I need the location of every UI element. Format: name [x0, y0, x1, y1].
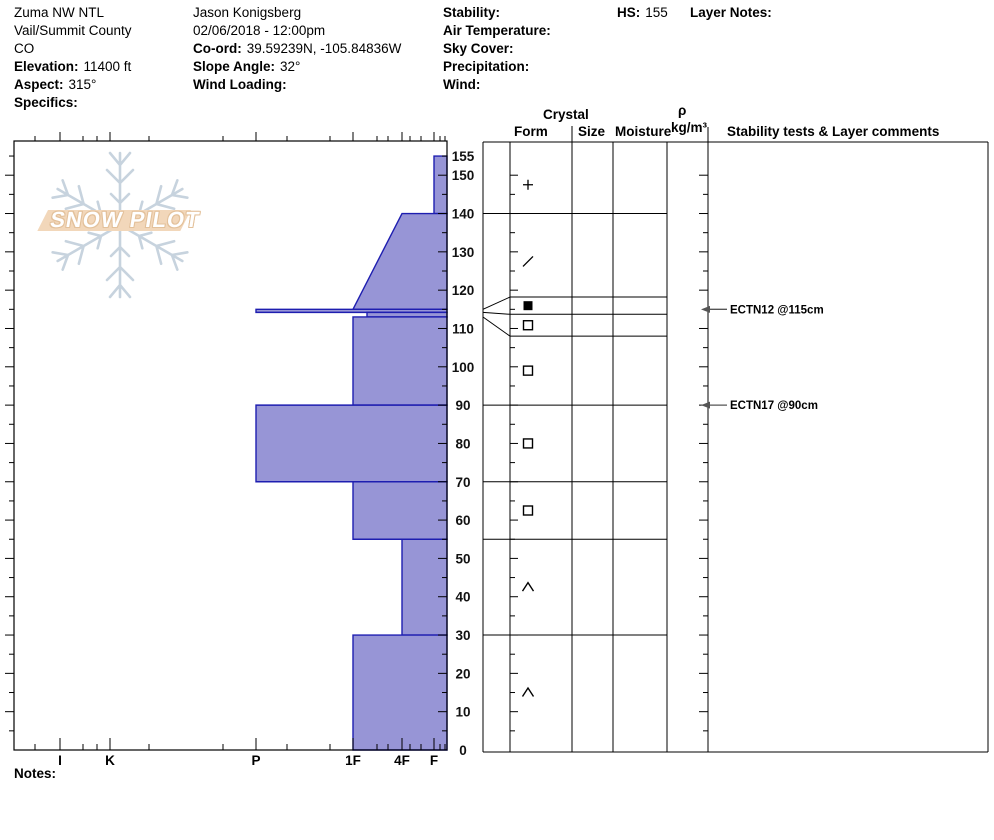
depth-tick-label: 120 [451, 283, 475, 299]
wind-loading-row [193, 76, 401, 94]
aspect-row [14, 76, 132, 94]
wind-value [480, 77, 485, 92]
column-header-density-rho: ρ [678, 103, 687, 118]
hardness-axis-label: K [105, 753, 115, 768]
coord-value: 39.59239N, -105.84836W [246, 41, 402, 56]
watermark-text: SNOW PILOT [48, 207, 202, 232]
depth-tick-label: 10 [455, 704, 471, 720]
wind-row [443, 76, 556, 94]
observer-name: Jason Konigsberg [193, 5, 302, 20]
grain-form-depth-hoar-caret-icon [523, 583, 534, 592]
hardness-axis-label: F [429, 753, 439, 768]
snow-layer-bar [402, 539, 447, 635]
depth-tick-label: 40 [455, 589, 471, 605]
hardness-axis-label: I [58, 753, 62, 768]
specifics-label: Specifics: [14, 95, 78, 110]
grain-form-facet-square-icon [524, 506, 533, 515]
depth-tick-label: 150 [451, 168, 475, 184]
wind-loading-label: Wind Loading: [193, 77, 287, 92]
sky-cover-value [514, 41, 519, 56]
depth-tick-label: 50 [455, 551, 471, 567]
header-conditions-block [443, 4, 556, 94]
notes-label: Notes: [14, 766, 57, 781]
column-header-comments: Stability tests & Layer comments [727, 124, 940, 139]
air-temperature-label: Air Temperature: [443, 23, 551, 38]
depth-tick-label: 30 [455, 628, 471, 644]
coord-row [193, 40, 401, 58]
slope-angle-value: 32° [280, 59, 301, 74]
elevation-row [14, 58, 132, 76]
snow-layer-bar [434, 156, 447, 213]
region: Vail/Summit County [14, 23, 132, 38]
elevation-label: Elevation: [14, 59, 79, 74]
stability-row [443, 4, 556, 22]
precipitation-value [529, 59, 534, 74]
hardness-axis-label: P [251, 753, 261, 768]
stability-label: Stability: [443, 5, 501, 20]
precipitation-row [443, 58, 556, 76]
state: CO [14, 41, 35, 56]
depth-tick-label: 100 [451, 359, 475, 375]
left-arrow-icon [701, 306, 710, 313]
depth-tick-label: 70 [455, 474, 471, 490]
grain-form-plus-icon [523, 180, 533, 190]
header-observer-block [193, 4, 401, 94]
grain-form-slash-icon [523, 256, 533, 266]
hardness-axis-label: 4F [394, 753, 410, 768]
snow-layer-bar [353, 317, 447, 405]
specifics-row [14, 94, 132, 112]
stability-value [500, 5, 505, 20]
depth-tick-label: 90 [455, 398, 471, 414]
wind-label: Wind: [443, 77, 481, 92]
aspect-label: Aspect: [14, 77, 64, 92]
site-name: Zuma NW NTL [14, 5, 105, 20]
sky-cover-label: Sky Cover: [443, 41, 514, 56]
grain-form-facet-square-icon [524, 366, 533, 375]
snow-layer-bar [353, 482, 447, 539]
depth-tick-label: 80 [455, 436, 471, 452]
aspect-value: 315° [68, 77, 97, 92]
snow-layer-bar [353, 635, 447, 750]
elevation-value: 11400 ft [83, 59, 132, 74]
column-header-crystal: Crystal [543, 107, 589, 122]
hardness-axis-label: 1F [345, 753, 361, 768]
air-temperature-value [551, 23, 556, 38]
stability-test-label: ECTN17 @90cm [730, 400, 818, 413]
specifics-value [78, 95, 83, 110]
hardness-labels [58, 753, 438, 768]
observation-datetime: 02/06/2018 - 12:00pm [193, 23, 326, 38]
grain-form-symbols [523, 180, 534, 697]
slope-angle-row [193, 58, 401, 76]
column-header-moisture: Moisture [615, 124, 672, 139]
grain-form-facet-square-icon [524, 321, 533, 330]
snow-layer-bar [353, 214, 447, 310]
hs-label: HS: [617, 5, 641, 20]
header-location-block [14, 4, 132, 112]
wind-loading-value [287, 77, 292, 92]
depth-tick-label: 140 [451, 206, 475, 222]
layer-notes-label: Layer Notes: [690, 5, 772, 20]
air-temperature-row [443, 22, 556, 40]
depth-tick-label: 110 [452, 321, 474, 337]
depth-labels [452, 149, 475, 758]
depth-tick-label: 20 [455, 666, 471, 682]
column-header-size: Size [578, 124, 606, 139]
coord-label: Co-ord: [193, 41, 242, 56]
sky-cover-row [443, 40, 556, 58]
left-arrow-icon [701, 402, 710, 409]
column-header-density-units: kg/m³ [671, 120, 708, 135]
snow-height-row [617, 4, 668, 22]
precipitation-label: Precipitation: [443, 59, 530, 74]
hardness-bars [256, 156, 447, 750]
layer-table [483, 126, 988, 752]
depth-tick-label: 130 [451, 244, 475, 260]
depth-tick-label: 0 [459, 743, 467, 758]
grain-form-facet-square-icon [524, 439, 533, 448]
grain-form-filled-square-icon [524, 301, 533, 310]
depth-tick-label: 155 [451, 149, 475, 165]
slope-angle-label: Slope Angle: [193, 59, 276, 74]
column-header-form: Form [514, 124, 548, 139]
grain-form-depth-hoar-caret-icon [523, 688, 534, 697]
depth-tick-label: 60 [455, 513, 471, 529]
hs-value: 155 [645, 5, 668, 20]
stability-test-label: ECTN12 @115cm [730, 304, 824, 317]
stability-test-annotations [701, 304, 824, 412]
snow-layer-bar [256, 405, 447, 482]
